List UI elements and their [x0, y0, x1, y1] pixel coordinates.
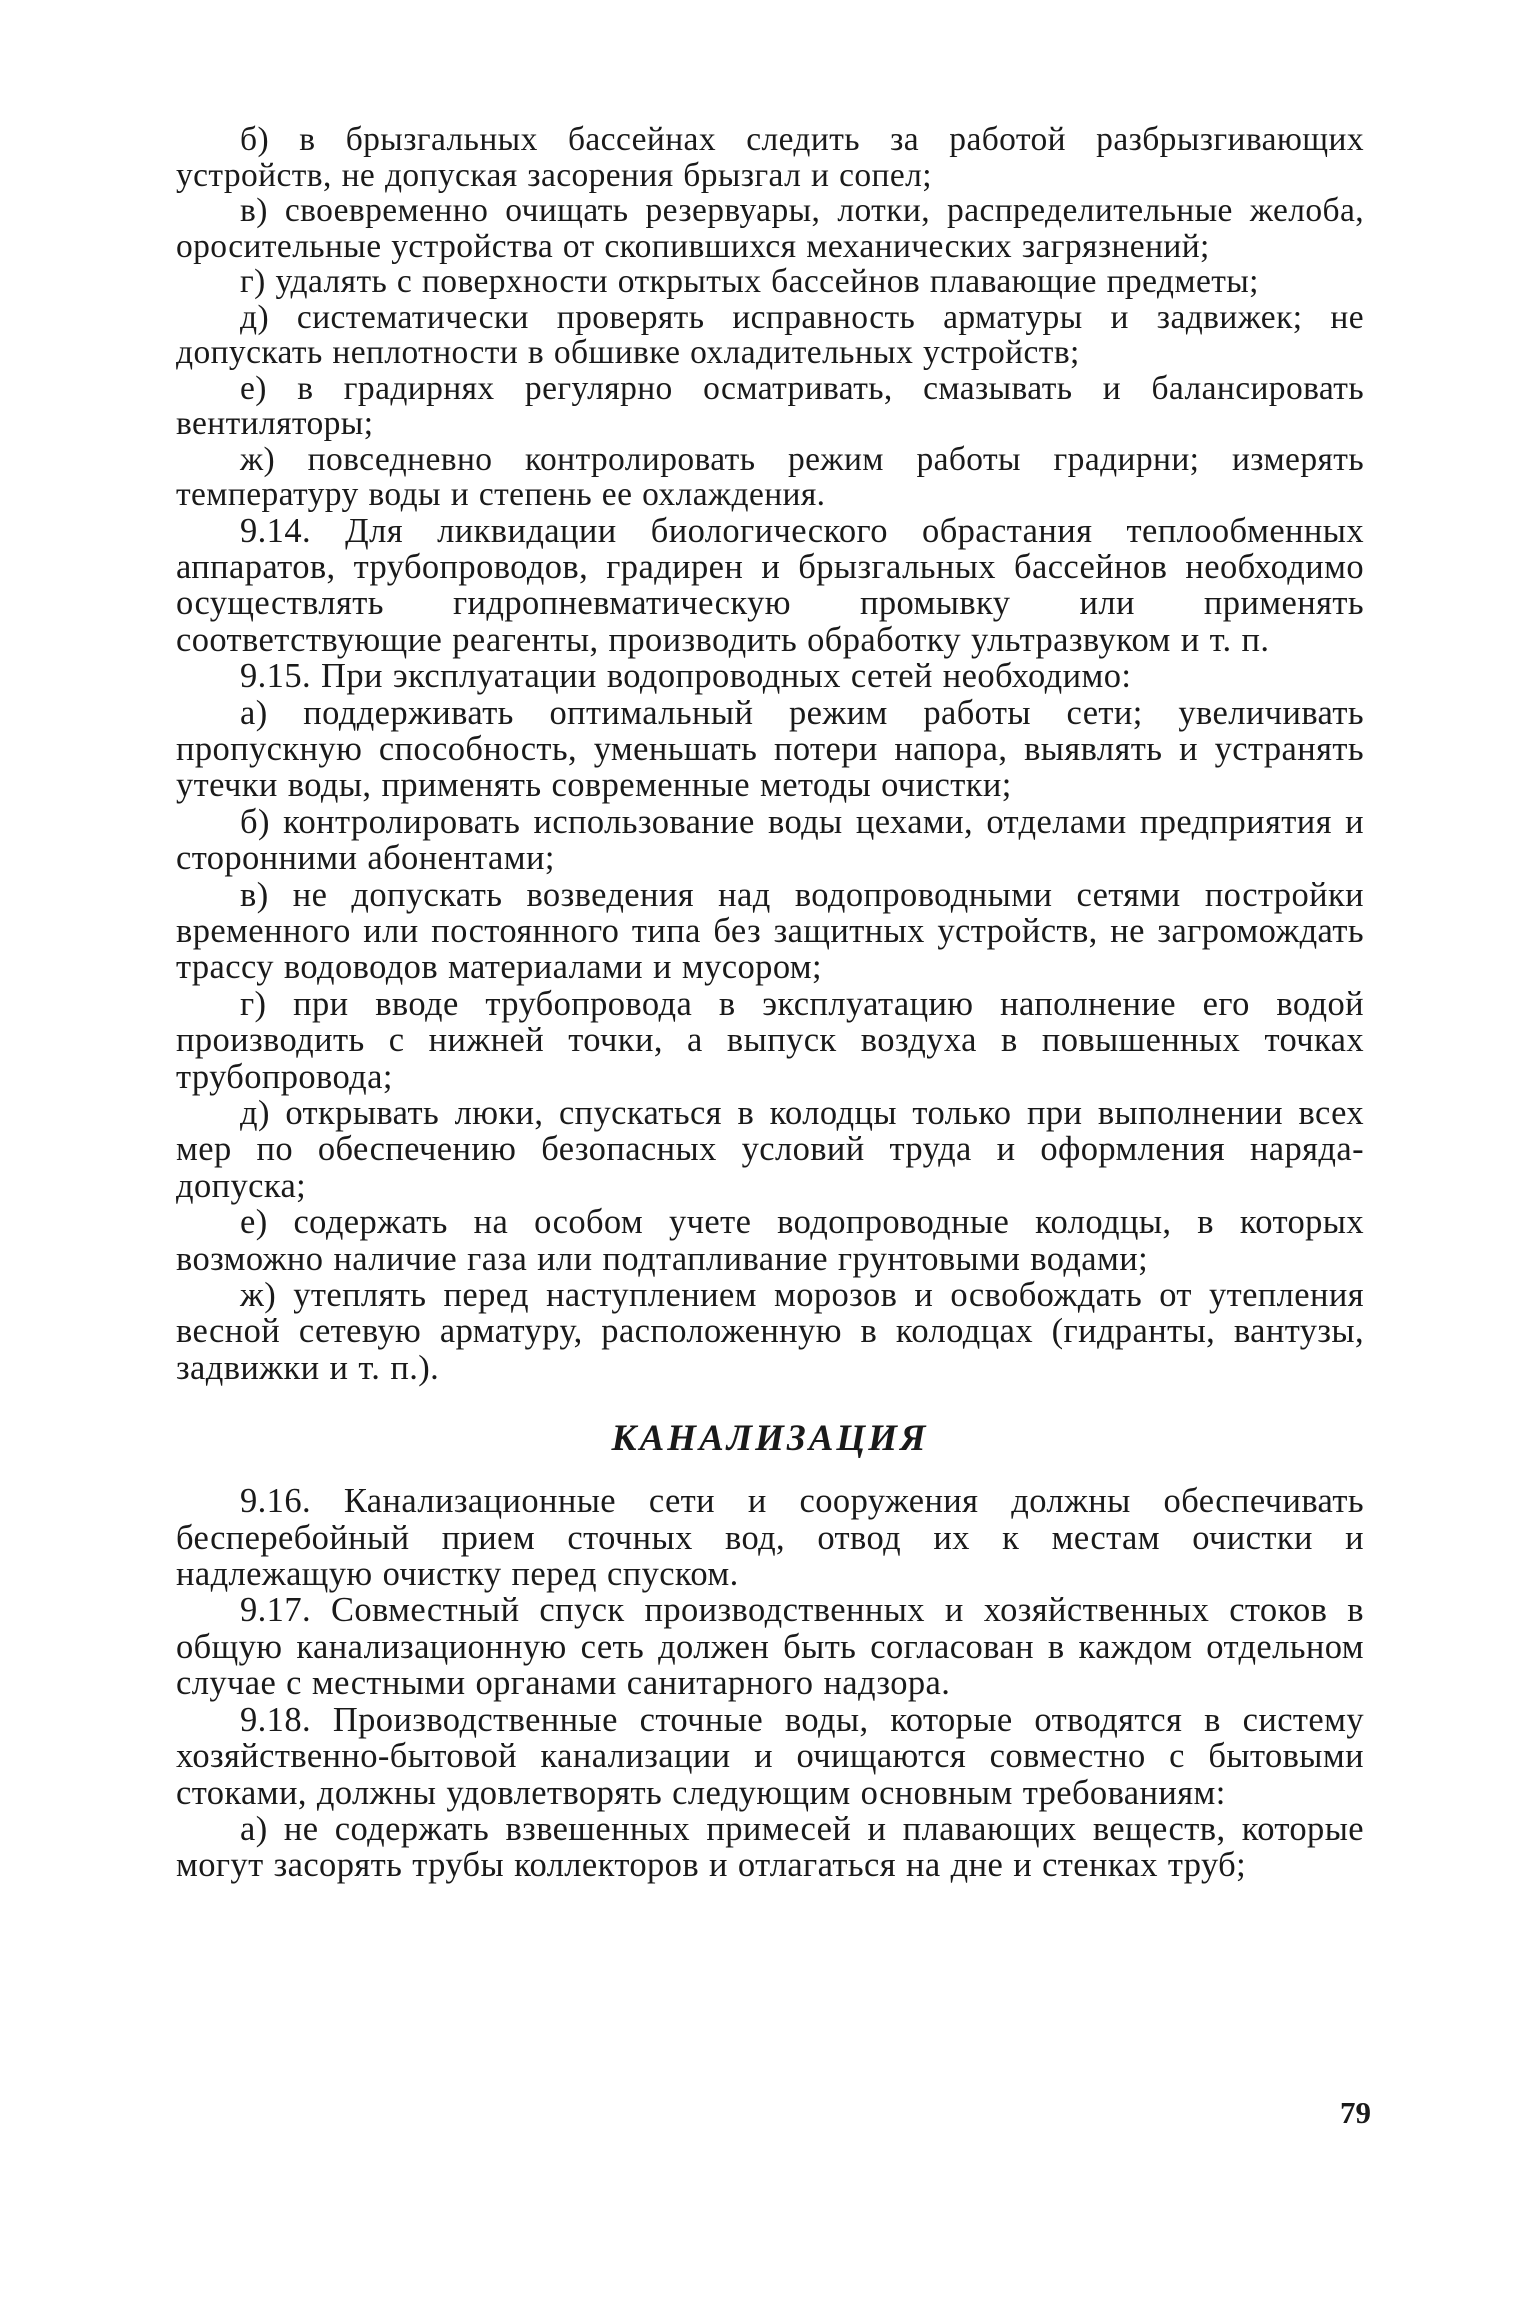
paragraph-9-15-zh: ж) утеплять перед наступлением морозов и освобождать от утепления весной сетевую арматуру, расположенную в колодцах (гидранты, вантузы, задвижки и т. п.). — [176, 1276, 1364, 1387]
paragraph-item-d-check-valves: д) систематически проверять исправность арматуры и задвижек; не допускать неплотности в обшивке охладительных устройств; — [176, 298, 1364, 371]
paragraph-9-18: 9.18. Производственные сточные воды, которые отводятся в систему хозяйственно-бытовой канализации и очищаются совместно с бытовыми стоками, должны удовлетворять следующим основным требованиям: — [176, 1700, 1364, 1812]
paragraph-9-15-a: а) поддерживать оптимальный режим работы сети; увеличивать пропускную способность, уменьшать потери напора, выявлять и устранять утечки воды, применять современные методы очистки; — [176, 693, 1364, 805]
paragraph-9-15-d: д) открывать люки, спускаться в колодцы только при выполнении всех мер по обеспечению безопасных условий труда и оформления наряда-допуска; — [176, 1094, 1364, 1205]
paragraph-9-15: 9.15. При эксплуатации водопроводных сетей необходимо: — [240, 657, 1132, 696]
section-heading-sewerage: КАНАЛИЗАЦИЯ — [611, 1418, 929, 1460]
document-body — [176, 122, 1364, 1884]
paragraph-9-15-v: в) не допускать возведения над водопроводными сетями постройки временного или постоянного типа без защитных устройств, не загромождать трассу водоводов материалами и мусором; — [176, 875, 1364, 987]
paragraph-9-15-e: е) содержать на особом учете водопроводные колодцы, в которых возможно наличие газа или подтапливание грунтовыми водами; — [176, 1203, 1364, 1278]
paragraph-9-15-g: г) при вводе трубопровода в эксплуатацию наполнение его водой производить с нижней точки, а выпуск воздуха в повышенных точках трубопровода; — [176, 984, 1364, 1096]
paragraph-9-16: 9.16. Канализационные сети и сооружения должны обеспечивать бесперебойный прием сточных вод, отвод их к местам очистки и надлежащую очистку перед спуском. — [176, 1482, 1364, 1594]
paragraph-item-e-inspect-fans: е) в градирнях регулярно осматривать, смазывать и балансировать вентиляторы; — [176, 369, 1364, 442]
paragraph-9-17: 9.17. Совместный спуск производственных и хозяйственных стоков в общую канализационную сеть должен быть согласован в каждом отдельном случае с местными органами санитарного надзора. — [176, 1591, 1364, 1703]
page-number: 79 — [1340, 2095, 1371, 2130]
paragraph-item-g-remove-floating-objects: г) удалять с поверхности открытых бассейнов плавающие предметы; — [240, 263, 1259, 300]
paragraph-item-v-clean-reservoirs: в) своевременно очищать резервуары, лотки, распределительные желоба, оросительные устройства от скопившихся механических загрязнений; — [176, 192, 1364, 265]
paragraph-9-18-a: а) не содержать взвешенных примесей и плавающих веществ, которые могут засорять трубы коллекторов и отлагаться на дне и стенках труб; — [176, 1809, 1364, 1885]
paragraph-item-zh-monitor-cooling-tower: ж) повседневно контролировать режим работы градирни; измерять температуру воды и степень ее охлаждения. — [176, 440, 1364, 513]
paragraph-9-14: 9.14. Для ликвидации биологического обрастания теплообменных аппаратов, трубопроводов, градирен и брызгальных бассейнов необходимо осуществлять гидропневматическую промывку или применять соответствующие реагенты, производить обработку ультразвуком и т. п. — [176, 511, 1364, 659]
paragraph-9-15-b: б) контролировать использование воды цехами, отделами предприятия и сторонними абонентами; — [176, 802, 1364, 878]
paragraph-item-b-spray-pools: б) в брызгальных бассейнах следить за работой разбрызгивающих устройств, не допуская засорения брызгал и сопел; — [176, 121, 1364, 194]
